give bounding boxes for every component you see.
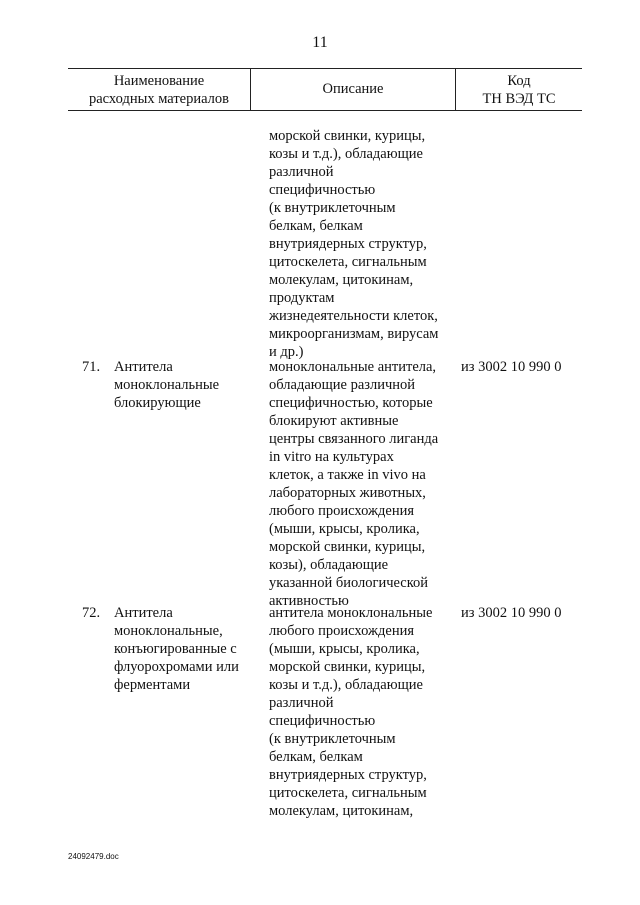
row-72-code: из 3002 10 990 0	[461, 605, 562, 621]
row-72-number: 72.	[82, 605, 101, 621]
continued-description: морской свинки, курицы, козы и т.д.), обладающие различной специфичностью (к внутриклеточным белкам, белкам внутриядерных структур, цитоскелета, сигнальным молекулам, цитокинам, продуктам жизнедеятельности клеток, микроорганизмам, вирусам и др.)	[269, 128, 439, 360]
document-filename: 24092479.doc	[68, 852, 119, 861]
row-71-name: Антитела моноклональные блокирующие	[114, 359, 220, 411]
header-code-label: Код ТН ВЭД ТС	[482, 72, 556, 107]
row-71-code: из 3002 10 990 0	[461, 359, 562, 375]
header-code-column	[456, 69, 582, 110]
header-name-label: Наименование расходных материалов	[88, 72, 230, 107]
header-name-column	[68, 69, 250, 110]
row-71-number: 71.	[82, 359, 101, 375]
header-description-label: Описание	[322, 81, 384, 97]
header-description-column	[251, 69, 455, 110]
header-bottom-rule	[68, 110, 582, 111]
row-72-name: Антитела моноклональные, конъюгированные с флуорохромами или ферментами	[114, 605, 239, 693]
page-number: 11	[312, 34, 328, 51]
row-72-description: антитела моноклональные любого происхождения (мыши, крысы, кролика, морской свинки, курицы, козы и т.д.), обладающие различной специфичностью (к внутриклеточным белкам, белкам внутриядерных структур, цитоскелета, сигнальным молекулам, цитокинам,	[269, 605, 433, 819]
row-71-description: моноклональные антитела, обладающие различной специфичностью, которые блокируют активные центры связанного лиганда in vitro на культурах клеток, а также in vivo на лабораторных животных, любого происхождения (мыши, крысы, кролика, морской свинки, курицы, козы), обладающие указанной биологической активностью	[269, 359, 439, 609]
